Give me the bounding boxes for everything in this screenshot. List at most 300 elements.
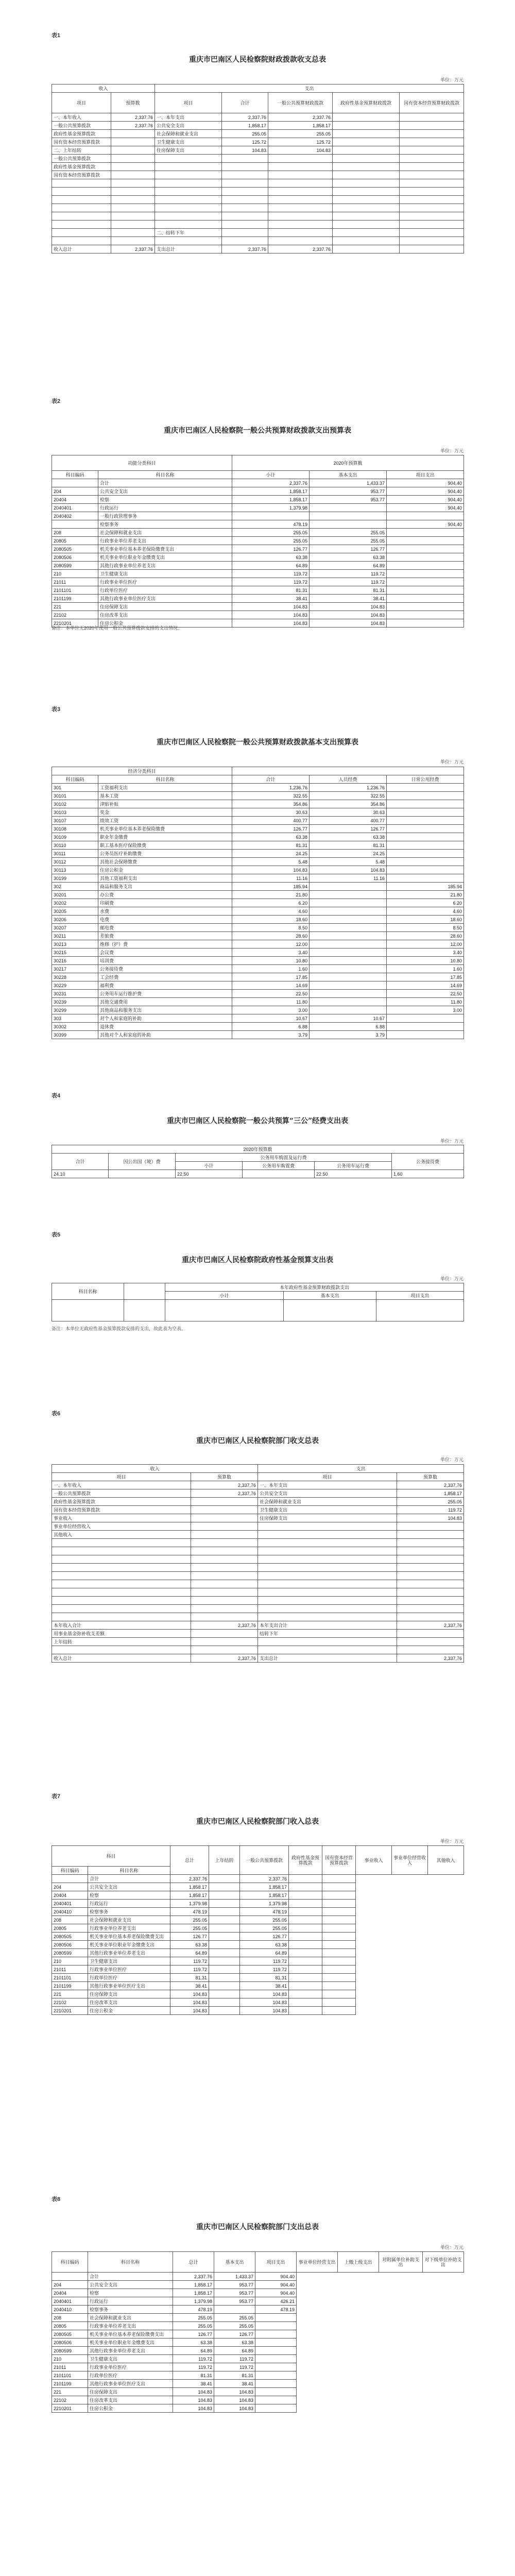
table-cell: 22.50 [232,990,310,998]
table-row [52,1572,464,1580]
table-cell [322,1990,356,1998]
table-cell: 2,337.76 [111,122,155,130]
table-cell: 2,337.76 [191,1481,258,1489]
table-cell [52,204,111,212]
table-cell: 126.77 [232,545,310,553]
table-cell [387,1014,464,1023]
table-row [52,1883,464,1891]
table-cell: 基本工资 [98,792,232,800]
table-cell: 953.77 [310,487,387,496]
table-cell [52,212,111,221]
table-cell: 81.31 [170,1974,209,1982]
table-cell: 国有资本经营预算拨款 [52,1506,191,1514]
table-cell [222,171,268,179]
table-cell [289,1900,322,1908]
table-cell: 2080506 [52,553,98,562]
table-cell: 104.83 [310,866,387,874]
table-cell: 住房保障支出 [155,146,222,155]
table-cell: 20805 [52,2322,88,2330]
table-cell: 奖金 [98,808,232,817]
table-cell [322,1949,356,1957]
table-cell [52,196,111,204]
table-row [52,1506,464,1514]
table-cell: 28.60 [387,932,464,940]
table-cell [397,1531,464,1539]
table-cell: 104.83 [170,2007,209,2015]
table-row [52,899,464,907]
table-cell: 24.25 [310,850,387,858]
table-8-title: 重庆市巴南区人民检察院部门支出总表 [196,2223,319,2231]
table-row [52,998,464,1006]
table-cell [255,2380,297,2388]
table-cell [52,1605,191,1613]
table-cell: 卫生健康支出 [155,138,222,146]
table-7-title: 重庆市巴南区人民检察院部门收入总表 [196,1818,319,1826]
table-3-title: 重庆市巴南区人民检察院一般公共预算财政拨款基本支出预算表 [157,738,358,747]
table-cell [111,188,155,196]
table-cell [310,520,387,529]
table-cell: 住房保障支出 [88,1990,170,1998]
table-row [52,2322,464,2330]
table-1-unit: 单位：万元 [440,77,464,82]
table-cell: 104.83 [232,619,310,628]
table-cell: 2080505 [52,1933,88,1941]
col-project: 项目支出 [255,2252,297,2273]
table-cell: 2,337.76 [222,113,268,122]
table-cell: 30109 [52,833,98,841]
table-cell: 一般公共预算拨款 [52,1489,191,1498]
table-row [52,2404,464,2413]
table-cell: 255.05 [232,529,310,537]
table-cell [222,204,268,212]
table-cell [397,1580,464,1588]
table-cell: 30216 [52,957,98,965]
table-cell: 104.83 [232,603,310,611]
table-cell [387,619,464,628]
table-row [52,850,464,858]
table-cell [111,237,155,245]
table-cell [387,874,464,883]
table-cell [268,204,333,212]
table-cell [222,229,268,237]
table-cell [322,1933,356,1941]
cell: 24.10 [52,1170,109,1178]
table-cell: 合计 [98,479,232,487]
table-cell: 104.83 [310,619,387,628]
table-cell: 收入总计 [52,1654,191,1663]
table-cell [191,1630,258,1638]
table-cell [111,221,155,229]
table-cell: 104.83 [240,1990,289,1998]
table-cell: 11.80 [387,998,464,1006]
table-cell [322,1875,356,1883]
table-cell: 904.40 [387,479,464,487]
table-row [52,537,464,545]
table-cell: 478.19 [232,520,310,529]
table-cell: 81.31 [310,586,387,595]
table-cell: 合计 [88,2273,173,2281]
table-cell: 204 [52,1883,88,1891]
col-basic: 基本支出 [284,1292,376,1300]
table-cell: 104.83 [173,2404,214,2413]
table-cell [310,907,387,916]
table-cell: 检察事务 [88,2306,173,2314]
table-cell: 30201 [52,891,98,899]
table-cell [258,1597,397,1605]
table-cell: 公共安全支出 [155,122,222,130]
table-cell: 104.83 [240,1998,289,2007]
table-cell [310,965,387,973]
table-cell [310,512,387,520]
table-row [52,155,464,163]
table-cell: 检察事务 [98,520,232,529]
table-5-tag: 表5 [52,1232,61,1238]
table-cell [255,2330,297,2338]
table-cell: 2210201 [52,2007,88,2015]
table-cell [397,1564,464,1572]
table-cell [52,188,111,196]
table-cell: 30211 [52,932,98,940]
cell [243,1170,315,1178]
table-cell [387,858,464,866]
table-cell: 5.48 [310,858,387,866]
table-cell: 104.83 [173,2388,214,2396]
col-item: 项目 [52,93,111,113]
table-row [52,1908,464,1916]
table-cell: 30213 [52,940,98,948]
table-row [52,2273,464,2281]
table-cell: 福利费 [98,981,232,990]
table-cell: 30217 [52,965,98,973]
table-cell: 本年收入合计 [52,1621,191,1630]
table-cell: 126.77 [173,2330,214,2338]
table-cell: 行政事业单位养老支出 [88,1924,170,1933]
table-2-note: 备注：本单位无2020年使用一般公共预算拨款安排的支出情况。 [52,625,183,631]
table-row [52,171,464,179]
table-cell: 204 [52,487,98,496]
table-cell: 机关事业单位基本养老保险缴费支出 [88,2330,173,2338]
table-cell: 行政单位医疗 [88,1974,170,1982]
table-cell: 机关事业单位基本养老保险缴费支出 [98,545,232,553]
table-row [52,1957,464,1965]
table-cell [333,179,400,188]
table-row [52,957,464,965]
table-row [52,1031,464,1039]
table-cell: 住房改革支出 [98,611,232,619]
table-cell: 255.05 [222,130,268,138]
table-cell: 对个人和家庭的补助 [98,1014,232,1023]
table-cell: 其他商品和服务支出 [98,1006,232,1014]
table-row [52,196,464,204]
table-cell: 255.05 [240,1924,289,1933]
table-row [52,595,464,603]
table-cell: 38.41 [214,2380,255,2388]
table-cell [191,1539,258,1547]
table-cell: 其他对个人和家庭的补助 [98,1031,232,1039]
col-soe: 国有资本经营预算拨款 [322,1846,356,1875]
table-cell [289,1941,322,1949]
table-cell: 2,337.76 [397,1621,464,1630]
table-cell: 119.72 [173,2363,214,2371]
table-cell [52,1646,191,1654]
table-1-title: 重庆市巴南区人民检察院财政拨款收支总表 [189,56,326,64]
table-cell: 差旅费 [98,932,232,940]
table-cell [333,171,400,179]
table-cell: 221 [52,1990,88,1998]
table-cell: 行政事业单位医疗 [88,2363,173,2371]
table-cell: 住房改革支出 [88,2396,173,2404]
table-row [52,948,464,957]
table-row [52,229,464,237]
table-cell [258,1613,397,1621]
table-cell [387,833,464,841]
table-cell [111,163,155,171]
table-cell: 2,337.76 [268,113,333,122]
table-cell [258,1646,397,1654]
table-cell [52,1555,191,1564]
table-cell [322,1941,356,1949]
table-cell [400,113,464,122]
table-cell [289,1949,322,1957]
table-cell: 行政运行 [98,504,232,512]
table-cell [209,1875,240,1883]
table-cell: 30302 [52,1023,98,1031]
col-car-run: 公务用车运行费 [315,1162,392,1170]
table-cell: 126.77 [310,825,387,833]
table-cell [400,163,464,171]
table-cell: 28.60 [232,932,310,940]
table-cell: 904.40 [387,504,464,512]
table-cell [268,188,333,196]
cell: 22.50 [176,1170,243,1178]
table-cell: 104.83 [310,603,387,611]
expend-header: 支出 [155,84,464,93]
table-cell [155,204,222,212]
table-cell: 8.50 [232,924,310,932]
table-cell: 20805 [52,1924,88,1933]
table-cell: 2080599 [52,2347,88,2355]
table-cell [268,237,333,245]
table-cell [400,229,464,237]
table-cell: 119.72 [170,1957,209,1965]
table-cell [209,1974,240,1982]
table-cell: 64.89 [173,2347,214,2355]
table-cell: 17.85 [232,973,310,981]
table-cell: 职业年金缴费 [98,833,232,841]
table-row [52,1916,464,1924]
table-cell: 119.72 [240,1957,289,1965]
table-cell: 126.77 [310,545,387,553]
table-cell: 11.16 [232,874,310,883]
table-cell: 904.40 [255,2273,297,2281]
table-cell [191,1547,258,1555]
table-cell [52,229,111,237]
table-row [52,1555,464,1564]
table-row [52,916,464,924]
table-cell: 4.60 [232,907,310,916]
table-cell: 其他行政事业单位养老支出 [98,562,232,570]
table-cell [155,212,222,221]
table-cell [155,155,222,163]
col-subtotal: 小计 [165,1292,284,1300]
table-cell [209,1933,240,1941]
table-cell: 4.60 [387,907,464,916]
table-cell: 30299 [52,1006,98,1014]
table-cell: 公共安全支出 [98,487,232,496]
table-row [52,586,464,595]
col-lower: 对下级单位补助支出 [423,2252,464,2273]
table-row [52,858,464,866]
table-cell [191,1531,258,1539]
table-row [52,1514,464,1522]
table-cell: 社会保障和就业支出 [98,529,232,537]
table-cell: 1,433.37 [214,2273,255,2281]
table-cell [222,221,268,229]
table-cell: 检察 [88,2289,173,2297]
table-cell: 职工基本医疗保险缴费 [98,841,232,850]
expend-header: 支出 [258,1465,464,1473]
table-cell [387,1031,464,1039]
table-cell [397,1539,464,1547]
table-cell [333,146,400,155]
table-cell: 322.55 [232,792,310,800]
table-cell: 2040410 [52,2306,88,2314]
table-cell [387,586,464,595]
table-row [52,932,464,940]
table-cell [222,188,268,196]
table-cell: 17.85 [387,973,464,981]
table-cell: 478.19 [255,2306,297,2314]
table-cell [289,1875,322,1883]
table-cell: 22.50 [387,990,464,998]
table-cell: 255.05 [232,537,310,545]
table-cell: 行政事业单位医疗 [88,1965,170,1974]
year-header: 2020年预算数 [232,455,464,471]
table-row [52,2007,464,2015]
table-cell [209,1998,240,2007]
table-cell: 104.83 [268,146,333,155]
table-cell [52,1547,191,1555]
table-cell: 2,337.76 [170,1875,209,1883]
table-cell [52,2273,88,2281]
table-cell: 2101101 [52,586,98,595]
table-cell: 办公费 [98,891,232,899]
table-cell [255,2314,297,2322]
table-cell [289,1998,322,2007]
table-cell [333,188,400,196]
table-cell: 行政单位医疗 [98,586,232,595]
table-cell [400,188,464,196]
table-cell: 行政运行 [88,1900,170,1908]
table-cell: 63.38 [232,553,310,562]
table-cell: 其他收入 [52,1531,191,1539]
table-cell: 检察 [88,1891,170,1900]
col-car: 公务用车购置及运行费 [176,1154,392,1162]
table-cell: 255.05 [170,1924,209,1933]
table-cell: 20404 [52,2289,88,2297]
table-cell [387,817,464,825]
table-cell [397,1605,464,1613]
col-code: 科目编码 [52,775,98,784]
col-item: 项目 [155,93,222,113]
table-cell: 119.72 [170,1965,209,1974]
table-cell: 30399 [52,1031,98,1039]
table-cell [333,138,400,146]
table-cell [255,2363,297,2371]
table-cell: 维修（护）费 [98,940,232,948]
table-cell [397,1522,464,1531]
table-cell: 953.77 [214,2281,255,2289]
table-cell [387,792,464,800]
table-cell [333,237,400,245]
table-cell [310,990,387,998]
table-cell: 2101199 [52,595,98,603]
table-cell [387,603,464,611]
table-row [52,1613,464,1621]
table-cell: 30205 [52,907,98,916]
table-cell [52,179,111,188]
table-cell [111,146,155,155]
table-3-unit: 单位：万元 [440,759,464,765]
table-cell [289,1957,322,1965]
table-cell: 126.77 [232,825,310,833]
table-row [52,1597,464,1605]
table-cell: 6.88 [310,1023,387,1031]
table-cell [397,1630,464,1638]
table-row [52,611,464,619]
table-cell [268,179,333,188]
table-cell: 64.89 [214,2347,255,2355]
table-cell [310,504,387,512]
col-subtotal: 小计 [232,471,310,479]
table-cell [322,1974,356,1982]
table-cell: 255.05 [310,537,387,545]
table-row [52,1891,464,1900]
table-cell: 政府性基金预算拨款 [52,130,111,138]
col-biz: 事业收入 [356,1846,392,1875]
table-cell [289,1916,322,1924]
table-cell [387,866,464,874]
table-row [52,520,464,529]
table-cell [111,130,155,138]
table-cell: 公务接待费 [98,965,232,973]
table-6-unit: 单位：万元 [440,1457,464,1462]
table-cell: 2,337.76 [232,479,310,487]
table-cell: 3.79 [232,1031,310,1039]
table-cell [387,545,464,553]
table-cell [232,512,310,520]
table-cell [400,221,464,229]
table-cell: 81.31 [232,841,310,850]
table-cell [387,611,464,619]
table-row [52,883,464,891]
table-cell [310,916,387,924]
table-cell [191,1514,258,1522]
table-6-tag: 表6 [52,1411,61,1417]
table-row [52,1489,464,1498]
table-cell [52,1597,191,1605]
table-row [52,130,464,138]
table-cell: 119.72 [214,2363,255,2371]
table-cell: 社会保障和就业支出 [88,1916,170,1924]
table-cell: 培训费 [98,957,232,965]
table-row [52,113,464,122]
table-cell: 10.80 [387,957,464,965]
table-cell [387,808,464,817]
table-6 [52,1464,464,1663]
table-row [52,245,464,253]
table-cell [155,163,222,171]
